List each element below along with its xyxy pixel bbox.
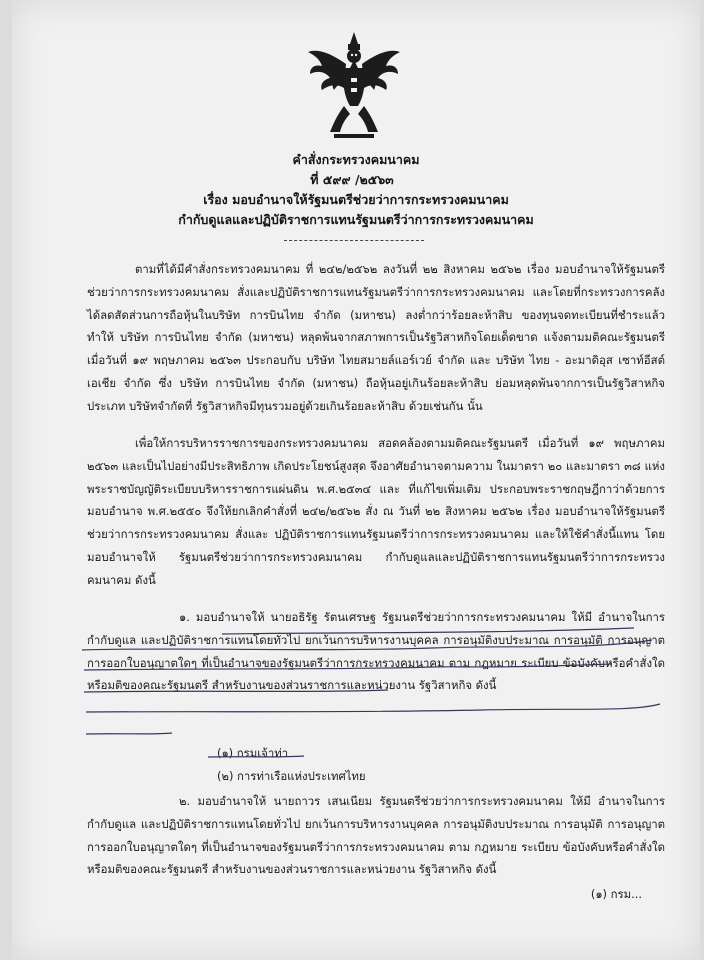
garuda-emblem-icon xyxy=(304,30,404,140)
item-2-delegation: ๒. มอบอำนาจให้ นายถาวร เสนเนียม รัฐมนตรีช่วยว่าการกระทรวงคมนาคม ให้มี อำนาจในการกำกับดูแล และปฏิบัติราชการแทนโดยทั่วไป ยกเว้นการบริหารงานบุคคล การอนุมัติงบประมาณ การอนุมัติ การอนุญาต การออกใบอนุญาตใดๆ ที่เป็นอำนาจของรัฐมนตรีว่าการกระทรวงคมนาคม ตาม กฎหมาย ระเบียบ ข้อบังคับหรือคำสั่งใด หรือมติของคณะรัฐมนตรี สำหรับงานของส่วนราชการและหน่วยงาน รัฐวิสาหกิจ ดังนี้ xyxy=(87,794,665,877)
order-subject-line-1: เรื่อง มอบอำนาจให้รัฐมนตรีช่วยว่าการกระทรวงคมนาคม xyxy=(203,192,509,207)
order-subject-line-2: กำกับดูแลและปฏิบัติราชการแทนรัฐมนตรีว่าการกระทรวงคมนาคม xyxy=(178,212,534,227)
paragraph-authority: เพื่อให้การบริหารราชการของกระทรวงคมนาคม สอดคล้องตามมติคณะรัฐมนตรี เมื่อวันที่ ๑๙ พฤษภาคม ๒๕๖๓ และเป็นไปอย่างมีประสิทธิภาพ เกิดประโยชน์สูงสุด จึงอาศัยอำนาจตามความ ในมาตรา ๒๐ และมาตรา ๓๘ แห่งพระราชบัญญัติระเบียบบริหารราชการแผ่นดิน พ.ศ.๒๕๓๔ และ ที่แก้ไขเพิ่มเติม ประกอบพระราชกฤษฎีกาว่าด้วยการมอบอำนาจ พ.ศ.๒๕๕๐ จึงให้ยกเลิกคำสั่งที่ ๒๔๒/๒๕๖๒ สั่ง ณ วันที่ ๒๒ สิงหาคม ๒๕๖๒ เรื่อง มอบอำนาจให้รัฐมนตรีช่วยว่าการกระทรวงคมนาคม สั่งและ ปฏิบัติราชการแทนรัฐมนตรีว่าการกระทรวงคมนาคม และให้ใช้คำสั่งนี้แทน โดยมอบอำนาจให้ รัฐมนตรีช่วยว่าการกระทรวงคมนาคม กำกับดูแลและปฏิบัติราชการแทนรัฐมนตรีว่าการกระทรวงคมนาคม ดังนี้ xyxy=(87,436,665,587)
item-1-sub-2: (๒) การท่าเรือแห่งประเทศไทย xyxy=(217,769,366,783)
item-1-sub-1: (๑) กรมเจ้าท่า xyxy=(217,746,289,760)
document-page xyxy=(12,0,700,960)
order-number: ที่ ๕๙๙ /๒๕๖๓ xyxy=(310,172,394,187)
paragraph-background: ตามที่ได้มีคำสั่งกระทรวงคมนาคม ที่ ๒๔๒/๒๕๖๒ ลงวันที่ ๒๒ สิงหาคม ๒๕๖๒ เรื่อง มอบอำนาจให้รัฐมนตรีช่วยว่าการกระทรวงคมนาคม สั่งและปฏิบัติราชการแทนรัฐมนตรีว่าการกระทรวงคมนาคม และโดยที่กระทรวงการคลังได้ลดสัดส่วนการถือหุ้นในบริษัท การบินไทย จำกัด (มหาชน) ลงต่ำกว่าร้อยละห้าสิบ ของทุนจดทะเบียนที่ชำระแล้ว ทำให้ บริษัท การบินไทย จำกัด (มหาชน) หลุดพ้นจากสภาพการเป็นรัฐวิสาหกิจโดยเด็ดขาด แจ้งตามมติคณะรัฐมนตรี เมื่อวันที่ ๑๙ พฤษภาคม ๒๕๖๓ ประกอบกับ บริษัท ไทยสมายล์แอร์เวย์ จำกัด และ บริษัท ไทย - อะมาดิอุส เซาท์อีสต์เอเชีย จำกัด ซึ่ง บริษัท การบินไทย จำกัด (มหาชน) ถือหุ้นอยู่เกินร้อยละห้าสิบ ย่อมหลุดพ้นจากการเป็นรัฐวิสาหกิจประเภท บริษัทจำกัดที่ รัฐวิสาหกิจมีทุนรวมอยู่ด้วยเกินร้อยละห้าสิบ ด้วยเช่นกัน นั้น xyxy=(87,262,665,413)
header-divider xyxy=(284,240,424,241)
order-title: คำสั่งกระทรวงคมนาคม xyxy=(292,152,420,167)
continuation-marker: (๑) กรม... xyxy=(590,887,642,901)
item-1-delegation: ๑. มอบอำนาจให้ นายอธิรัฐ รัตนเศรษฐ รัฐมนตรีช่วยว่าการกระทรวงคมนาคม ให้มี อำนาจในการกำกับดูแล และปฏิบัติราชการแทนโดยทั่วไป ยกเว้นการบริหารงานบุคคล การอนุมัติงบประมาณ การอนุมัติ การอนุญาต การออกใบอนุญาตใดๆ ที่เป็นอำนาจของรัฐมนตรีว่าการกระทรวงคมนาคม ตาม กฎหมาย ระเบียบ ข้อบังคับหรือคำสั่งใด หรือมติของคณะรัฐมนตรี สำหรับงานของส่วนราชการและหน่วยงาน รัฐวิสาหกิจ ดังนี้ xyxy=(87,610,665,693)
